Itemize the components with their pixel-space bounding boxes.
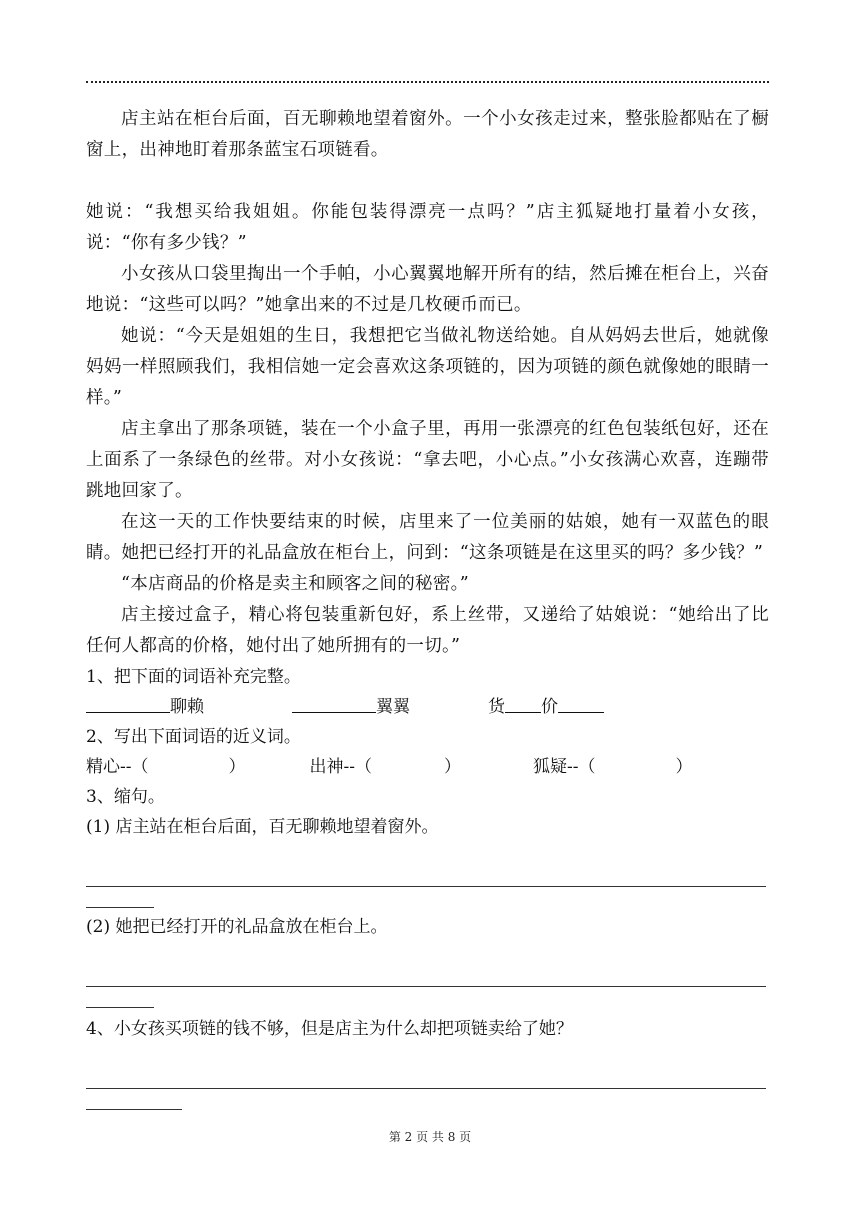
word-fragment: 货 <box>488 697 505 717</box>
fill-blank[interactable] <box>292 692 376 713</box>
fill-blank[interactable] <box>86 692 170 713</box>
synonym-prompt: 狐疑--（ <box>533 757 596 777</box>
answer-line[interactable] <box>86 842 766 887</box>
sentence-2: (2) 她把已经打开的礼品盒放在柜台上。 <box>86 917 388 937</box>
header-dotted-rule <box>86 81 769 83</box>
synonym-prompt: 出神--（ <box>309 757 372 777</box>
answer-space[interactable] <box>596 752 676 782</box>
word-fragment: 聊赖 <box>170 697 204 717</box>
question-2-title: 2、写出下面词语的近义词。 <box>86 727 301 747</box>
fill-blank[interactable] <box>505 692 541 713</box>
passage-paragraph-8: 店主接过盒子，精心将包装重新包好，系上丝带，又递给了姑娘说：“她给出了比任何人都高的价格，她付出了她所拥有的一切。” <box>86 605 769 656</box>
closing-paren: ） <box>675 757 693 777</box>
page-footer: 第 2 页 共 8 页 <box>388 1130 472 1144</box>
answer-line[interactable] <box>86 1044 766 1089</box>
question-1-title: 1、把下面的词语补充完整。 <box>86 667 301 687</box>
closing-paren: ） <box>444 757 461 777</box>
word-fragment: 翼翼 <box>376 697 410 717</box>
question-3-title: 3、缩句。 <box>86 787 165 807</box>
sentence-1: (1) 店主站在柜台后面，百无聊赖地望着窗外。 <box>86 817 439 837</box>
answer-line-tail[interactable] <box>86 1089 182 1110</box>
answer-line[interactable] <box>86 942 766 987</box>
passage-paragraph-2: 她说：“我想买给我姐姐。你能包装得漂亮一点吗？”店主狐疑地打量着小女孩，说：“你有多少钱？” <box>86 202 769 253</box>
word-fragment: 价 <box>541 697 558 717</box>
fill-blank[interactable] <box>558 692 604 713</box>
passage-paragraph-4: 她说：“今天是姐姐的生日，我想把它当做礼物送给她。自从妈妈去世后，她就像妈妈一样照顾我们，我相信她一定会喜欢这条项链的，因为项链的颜色就像她的眼睛一样。” <box>86 326 769 408</box>
passage-paragraph-6: 在这一天的工作快要结束的时候，店里来了一位美丽的姑娘，她有一双蓝色的眼睛。她把已经打开的礼品盒放在柜台上，问到：“这条项链是在这里买的吗？多少钱？” <box>86 512 769 563</box>
question-4-title: 4、小女孩买项链的钱不够，但是店主为什么却把项链卖给了她？ <box>86 1019 573 1039</box>
answer-line-tail[interactable] <box>86 987 154 1008</box>
worksheet-content <box>86 104 769 1114</box>
answer-space[interactable] <box>372 752 444 782</box>
answer-line-tail[interactable] <box>86 887 154 908</box>
question-1-blanks <box>86 692 769 722</box>
synonym-prompt: 精心--（ <box>86 757 149 777</box>
answer-space[interactable] <box>149 752 229 782</box>
passage-paragraph-1: 店主站在柜台后面，百无聊赖地望着窗外。一个小女孩走过来，整张脸都贴在了橱窗上，出神地盯着那条蓝宝石项链看。 <box>86 109 769 160</box>
passage-paragraph-5: 店主拿出了那条项链，装在一个小盒子里，再用一张漂亮的红色包装纸包好，还在上面系了一条绿色的丝带。对小女孩说：“拿去吧，小心点。”小女孩满心欢喜，连蹦带跳地回家了。 <box>86 419 769 501</box>
passage-paragraph-7: “本店商品的价格是卖主和顾客之间的秘密。” <box>121 574 469 594</box>
closing-paren: ） <box>228 757 246 777</box>
question-2-answers <box>86 752 769 782</box>
passage-paragraph-3: 小女孩从口袋里掏出一个手帕，小心翼翼地解开所有的结，然后摊在柜台上，兴奋地说：“这些可以吗？”她拿出来的不过是几枚硬币而已。 <box>86 264 769 315</box>
